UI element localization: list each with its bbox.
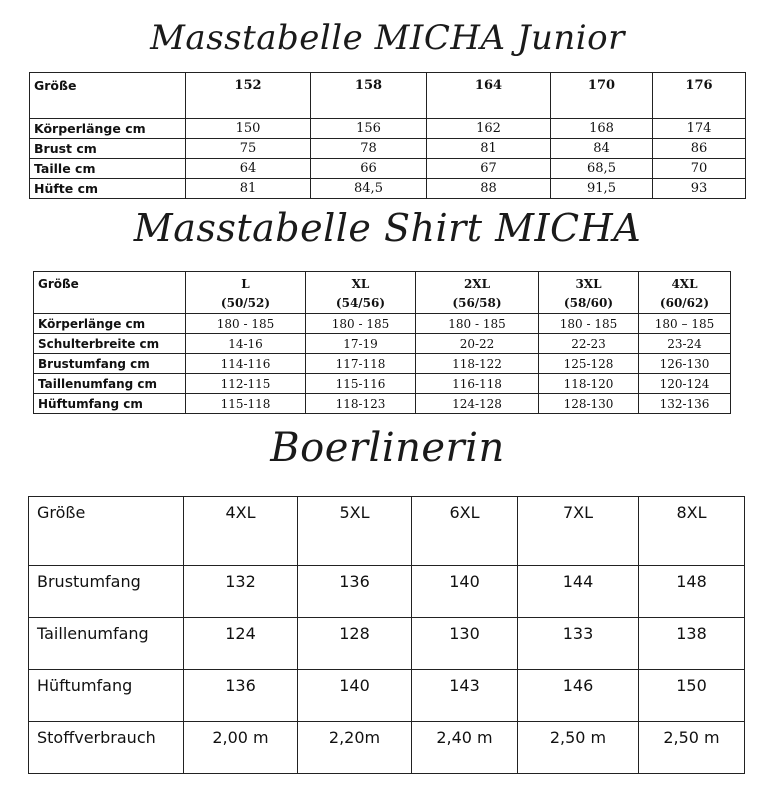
table-cell: 150 bbox=[186, 119, 311, 139]
table-cell: 162 bbox=[427, 119, 551, 139]
table-cell: 118-120 bbox=[539, 374, 639, 394]
table-cell: 168 bbox=[551, 119, 653, 139]
row-label: Hüftumfang bbox=[29, 670, 184, 722]
size-header: 6XL bbox=[412, 497, 518, 566]
table-cell: 68,5 bbox=[551, 159, 653, 179]
table-cell: 156 bbox=[311, 119, 427, 139]
table-row bbox=[30, 179, 746, 199]
table-cell: 70 bbox=[653, 159, 746, 179]
junior-table-title: Masstabelle MICHA Junior bbox=[150, 18, 625, 58]
table-cell: 118-122 bbox=[416, 354, 539, 374]
table-cell: 180 - 185 bbox=[416, 314, 539, 334]
table-row bbox=[30, 139, 746, 159]
table-cell: 115-118 bbox=[186, 394, 306, 414]
row-label: Schulterbreite cm bbox=[34, 334, 186, 354]
size-label: Größe bbox=[30, 73, 186, 119]
table-cell: 144 bbox=[518, 566, 639, 618]
table-cell: 64 bbox=[186, 159, 311, 179]
table-cell: 78 bbox=[311, 139, 427, 159]
table-cell: 125-128 bbox=[539, 354, 639, 374]
size-name: XL bbox=[351, 277, 370, 291]
table-row bbox=[34, 354, 731, 374]
table-cell: 136 bbox=[184, 670, 298, 722]
table-cell: 124 bbox=[184, 618, 298, 670]
table-cell: 146 bbox=[518, 670, 639, 722]
table-cell: 22-23 bbox=[539, 334, 639, 354]
table-cell: 120-124 bbox=[639, 374, 731, 394]
row-label: Brust cm bbox=[30, 139, 186, 159]
table-cell: 93 bbox=[653, 179, 746, 199]
table-cell: 150 bbox=[639, 670, 745, 722]
table-cell: 84,5 bbox=[311, 179, 427, 199]
table-cell: 2,40 m bbox=[412, 722, 518, 774]
table-cell: 84 bbox=[551, 139, 653, 159]
table-row bbox=[29, 566, 745, 618]
size-header bbox=[416, 272, 539, 314]
table-cell: 118-123 bbox=[306, 394, 416, 414]
table-cell: 132 bbox=[184, 566, 298, 618]
shirt-size-table bbox=[33, 271, 731, 414]
table-cell: 86 bbox=[653, 139, 746, 159]
size-name: 2XL bbox=[463, 277, 491, 291]
table-cell: 124-128 bbox=[416, 394, 539, 414]
row-label: Stoffverbrauch bbox=[29, 722, 184, 774]
table-cell: 140 bbox=[298, 670, 412, 722]
table-cell: 138 bbox=[639, 618, 745, 670]
table-cell: 91,5 bbox=[551, 179, 653, 199]
table-cell: 143 bbox=[412, 670, 518, 722]
row-label: Hüfte cm bbox=[30, 179, 186, 199]
table-row bbox=[29, 618, 745, 670]
table-header-row bbox=[30, 73, 746, 119]
table-row bbox=[29, 722, 745, 774]
size-header bbox=[539, 272, 639, 314]
size-header: 8XL bbox=[639, 497, 745, 566]
table-cell: 20-22 bbox=[416, 334, 539, 354]
size-header bbox=[306, 272, 416, 314]
size-label: Größe bbox=[29, 497, 184, 566]
table-cell: 148 bbox=[639, 566, 745, 618]
junior-size-table bbox=[29, 72, 746, 199]
table-cell: 66 bbox=[311, 159, 427, 179]
boerlinerin-size-table bbox=[28, 496, 745, 774]
table-cell: 180 – 185 bbox=[639, 314, 731, 334]
table-cell: 114-116 bbox=[186, 354, 306, 374]
size-range: (54/56) bbox=[335, 296, 386, 310]
size-header: 176 bbox=[653, 73, 746, 119]
table-cell: 174 bbox=[653, 119, 746, 139]
size-name: L bbox=[241, 277, 250, 291]
table-cell: 133 bbox=[518, 618, 639, 670]
table-cell: 132-136 bbox=[639, 394, 731, 414]
table-header-row bbox=[29, 497, 745, 566]
table-cell: 140 bbox=[412, 566, 518, 618]
row-label: Brustumfang bbox=[29, 566, 184, 618]
table-cell: 128-130 bbox=[539, 394, 639, 414]
table-row bbox=[34, 394, 731, 414]
row-label: Brustumfang cm bbox=[34, 354, 186, 374]
table-cell: 2,50 m bbox=[639, 722, 745, 774]
table-cell: 2,20m bbox=[298, 722, 412, 774]
table-cell: 81 bbox=[186, 179, 311, 199]
table-cell: 2,50 m bbox=[518, 722, 639, 774]
table-cell: 88 bbox=[427, 179, 551, 199]
table-cell: 126-130 bbox=[639, 354, 731, 374]
size-range: (58/60) bbox=[563, 296, 614, 310]
table-row bbox=[30, 119, 746, 139]
size-range: (56/58) bbox=[452, 296, 502, 310]
table-row bbox=[34, 334, 731, 354]
table-cell: 112-115 bbox=[186, 374, 306, 394]
table-cell: 23-24 bbox=[639, 334, 731, 354]
row-label: Hüftumfang cm bbox=[34, 394, 186, 414]
size-header: 4XL bbox=[184, 497, 298, 566]
table-cell: 128 bbox=[298, 618, 412, 670]
size-header: 170 bbox=[551, 73, 653, 119]
table-cell: 115-116 bbox=[306, 374, 416, 394]
size-label: Größe bbox=[34, 272, 186, 314]
table-cell: 2,00 m bbox=[184, 722, 298, 774]
row-label: Körperlänge cm bbox=[30, 119, 186, 139]
table-cell: 81 bbox=[427, 139, 551, 159]
table-cell: 130 bbox=[412, 618, 518, 670]
size-header: 5XL bbox=[298, 497, 412, 566]
row-label: Körperlänge cm bbox=[34, 314, 186, 334]
size-header bbox=[186, 272, 306, 314]
row-label: Taillenumfang cm bbox=[34, 374, 186, 394]
table-cell: 67 bbox=[427, 159, 551, 179]
table-cell: 180 - 185 bbox=[186, 314, 306, 334]
size-header: 152 bbox=[186, 73, 311, 119]
table-row bbox=[34, 314, 731, 334]
size-name: 4XL bbox=[671, 277, 698, 291]
table-row bbox=[30, 159, 746, 179]
boerlinerin-table-title: Boerlinerin bbox=[270, 425, 505, 471]
table-cell: 116-118 bbox=[416, 374, 539, 394]
table-cell: 17-19 bbox=[306, 334, 416, 354]
size-header: 158 bbox=[311, 73, 427, 119]
table-cell: 180 - 185 bbox=[539, 314, 639, 334]
size-header bbox=[639, 272, 731, 314]
row-label: Taille cm bbox=[30, 159, 186, 179]
row-label: Taillenumfang bbox=[29, 618, 184, 670]
table-cell: 14-16 bbox=[186, 334, 306, 354]
size-header: 7XL bbox=[518, 497, 639, 566]
table-row bbox=[29, 670, 745, 722]
table-row bbox=[34, 374, 731, 394]
shirt-table-title: Masstabelle Shirt MICHA bbox=[133, 206, 642, 250]
size-range: (60/62) bbox=[659, 296, 710, 310]
table-header-row bbox=[34, 272, 731, 314]
size-name: 3XL bbox=[575, 277, 602, 291]
table-cell: 136 bbox=[298, 566, 412, 618]
size-range: (50/52) bbox=[220, 296, 271, 310]
size-header: 164 bbox=[427, 73, 551, 119]
table-cell: 75 bbox=[186, 139, 311, 159]
table-cell: 180 - 185 bbox=[306, 314, 416, 334]
table-cell: 117-118 bbox=[306, 354, 416, 374]
